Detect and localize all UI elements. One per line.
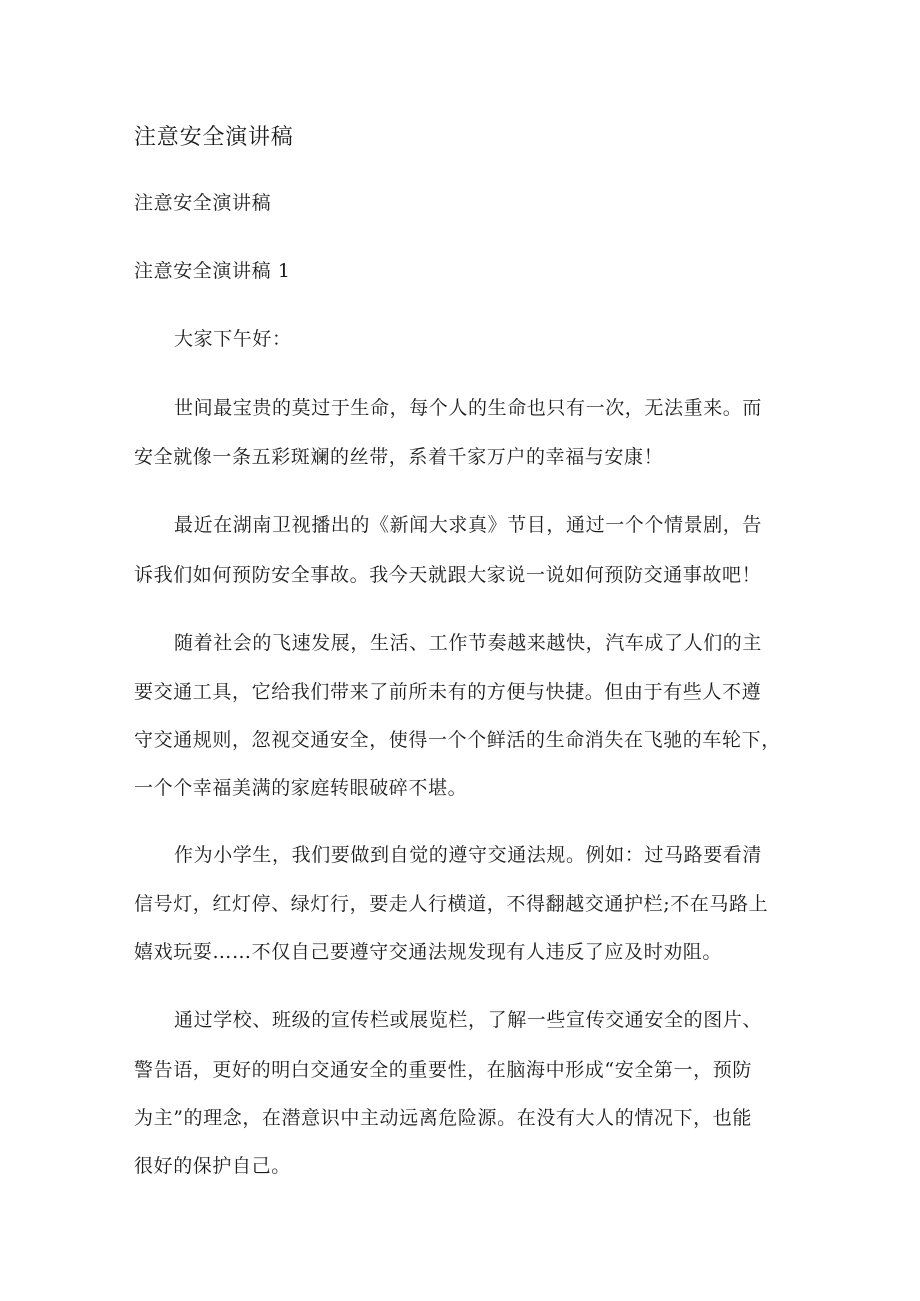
paragraph-3-line-3: 守交通规则，忽视交通安全，使得一个个鲜活的生命消失在飞驰的车轮下， (134, 729, 781, 751)
paragraph-5-line-1: 通过学校、班级的宣传栏或展览栏，了解一些宣传交通安全的图片、 (174, 1009, 763, 1031)
paragraph-5-line-4: 很好的保护自己。 (134, 1155, 291, 1177)
paragraph-5-line-2: 警告语，更好的明白交通安全的重要性，在脑海中形成“安全第一，预防 (134, 1059, 752, 1081)
paragraph-5-line-3: 为主”的理念，在潜意识中主动远离危险源。在没有大人的情况下，也能 (134, 1107, 752, 1129)
paragraph-3-line-2: 要交通工具，它给我们带来了前所未有的方便与快捷。但由于有些人不遵 (134, 681, 762, 703)
paragraph-1-line-1: 世间最宝贵的莫过于生命，每个人的生命也只有一次，无法重来。而 (174, 397, 763, 419)
document-title: 注意安全演讲稿 (134, 125, 294, 150)
paragraph-4-line-2: 信号灯，红灯停、绿灯行，要走人行横道，不得翻越交通护栏;不在马路上 (134, 893, 769, 915)
paragraph-1-line-2: 安全就像一条五彩斑斓的丝带，系着千家万户的幸福与安康！ (134, 446, 664, 468)
paragraph-2-line-1: 最近在湖南卫视播出的《新闻大求真》节目，通过一个个情景剧，告 (174, 514, 763, 536)
paragraph-4-line-1: 作为小学生，我们要做到自觉的遵守交通法规。例如：过马路要看清 (174, 844, 763, 866)
greeting: 大家下午好： (174, 328, 292, 350)
paragraph-2-line-2: 诉我们如何预防安全事故。我今天就跟大家说一说如何预防交通事故吧！ (134, 564, 762, 586)
paragraph-4-line-3: 嬉戏玩耍……不仅自己要遵守交通法规发现有人违反了应及时劝阻。 (134, 941, 723, 963)
section-heading: 注意安全演讲稿 1 (134, 260, 291, 282)
paragraph-3-line-1: 随着社会的飞速发展，生活、工作节奏越来越快，汽车成了人们的主 (174, 632, 763, 654)
paragraph-3-line-4: 一个个幸福美满的家庭转眼破碎不堪。 (134, 777, 468, 799)
document-subtitle: 注意安全演讲稿 (134, 192, 272, 214)
